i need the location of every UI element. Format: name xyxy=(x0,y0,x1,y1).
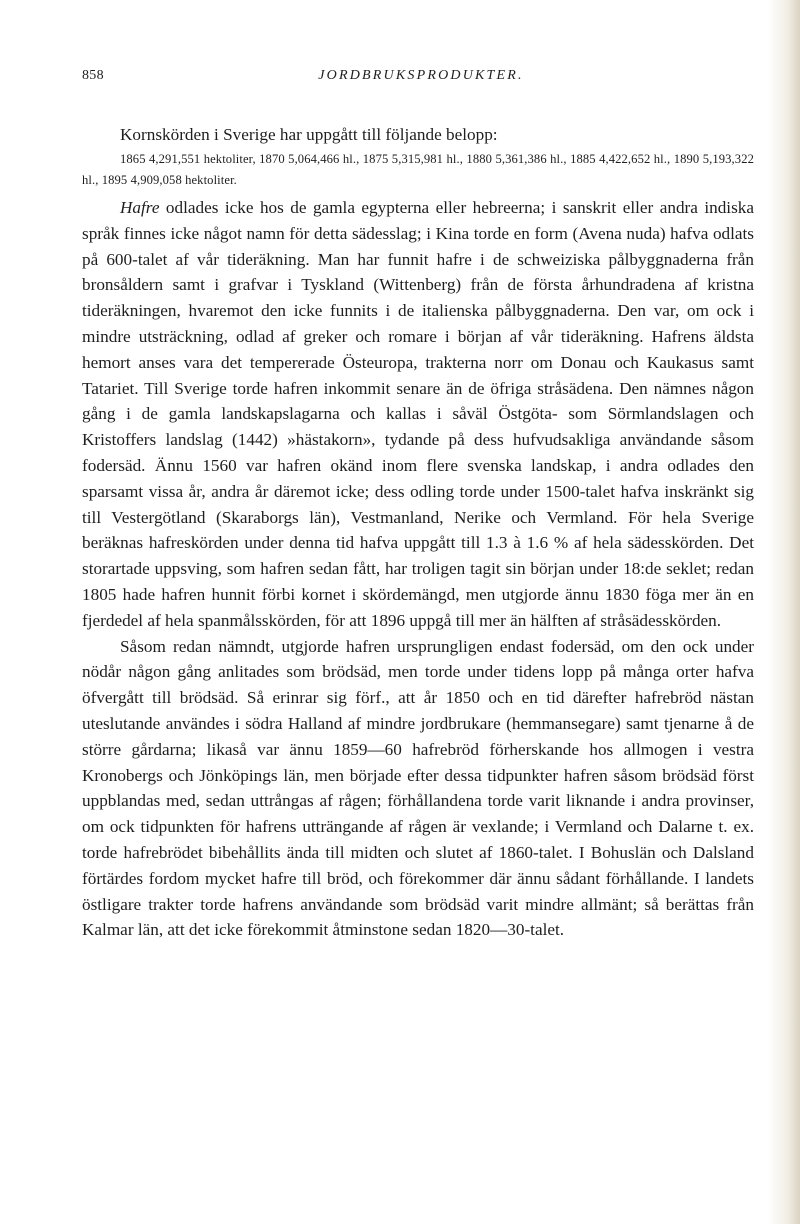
running-title: JORDBRUKSPRODUKTER. xyxy=(318,68,524,83)
oats-history-text: odlades icke hos de gamla egypterna eller hebreerna; i sanskrit eller andra indiska språk finnes icke något namn för detta sädesslag; i Kina torde en form (Avena nuda) hafva odlats på 600-talet af vår tideräkning. Man har funnit hafre i de schweiziska pålbyggnaderna från bronsåldern samt i grafvar i Tyskland (Wittenberg) från de första århundradena af kristna tideräkningen, hvaremot den icke funnits i de italienska pålbyggnaderna. Den var, om ock i mindre utsträckning, odlad af greker och romare i början af vår tideräkning. Hafrens äldsta hemort anses vara det tempererade Östeuropa, trakterna norr om Donau och Kaukasus samt Tatariet. Till Sverige torde hafren inkommit senare än de öfriga stråsädena. Den nämnes någon gång i de gamla landskapslagarna och kallas i såväl Östgöta- som Sörmlandslagen och Kristoffers landslag (1442) »hästakorn», tydande på dess hufvudsakliga användande såsom fodersäd. Ännu 1560 var hafren okänd inom flere svenska landskap, i andra odlades den sparsamt vissa år, andra år däremot icke; dess odling torde under 1500-talet hafva inskränkt sig till Vestergötland (Skaraborgs län), Vestmanland, Nerike och Vermland. För hela Sverige beräknas hafreskörden under denna tid hafva uppgått till 1.3 à 1.6 % af hela sädesskörden. Det storartade uppsving, som hafren sedan fått, har troligen tagit sin början under 18:de seklet; redan 1805 hade hafren hunnit förbi kornet i skördemängd, men utgjorde ännu 1830 föga mer än en fjerdedel af hela spanmålsskörden, för att 1896 uppgå till mer än hälften af stråsädesskörden. xyxy=(82,197,754,630)
paragraph-oats-as-bread-grain: Såsom redan nämndt, utgjorde hafren ursprungligen endast fodersäd, om den ock under nödår någon gång anlitades som brödsäd, men torde under tidens lopp på många orter hafva öfvergått till brödsäd. Så erinrar sig förf., att år 1850 och en tid därefter hafrebröd nästan uteslutande användes i södra Halland af mindre jordbrukare (hemmansegare) samt tjenarne å de större gårdarna; likaså var ännu 1859—60 hafrebröd förherskande hos allmogen i vestra Kronobergs och Jönköpings län, men började efter dessa tidpunkter hafren såsom brödsäd först uppblandas med, sedan uttrångas af rågen; förhållandena torde varit liknande i andra provinser, om ock tidpunkten för hafrens utträngande af rågen är vexlande; i Vermland och Dalarne t. ex. torde hafrebrödet bibehållits ända till midten och slutet af 1860-talet. I Bohuslän och Dalsland förtärdes fordom mycket hafre till bröd, och förekommer där ännu sådant förhållande. I landets östligare trakter torde hafrens användande som brödsäd varit mindre allmänt; så berättas från Kalmar län, att det icke förekommit åtminstone sedan 1820—30-talet. xyxy=(82,636,754,940)
body-text xyxy=(82,122,754,943)
paragraph-barley-harvest: Kornskörden i Sverige har uppgått till följande belopp: xyxy=(120,125,498,144)
page-number: 858 xyxy=(82,68,104,83)
barley-harvest-statistics: 1865 4,291,551 hektoliter, 1870 5,064,466 hl., 1875 5,315,981 hl., 1880 5,361,386 hl., 1885 4,422,652 hl., 1890 5,193,322 hl., 1895 4,909,058 hektoliter. xyxy=(82,151,754,188)
paragraph-oats-history xyxy=(82,195,754,634)
page-header xyxy=(82,68,760,90)
oats-term: Hafre xyxy=(120,197,160,217)
